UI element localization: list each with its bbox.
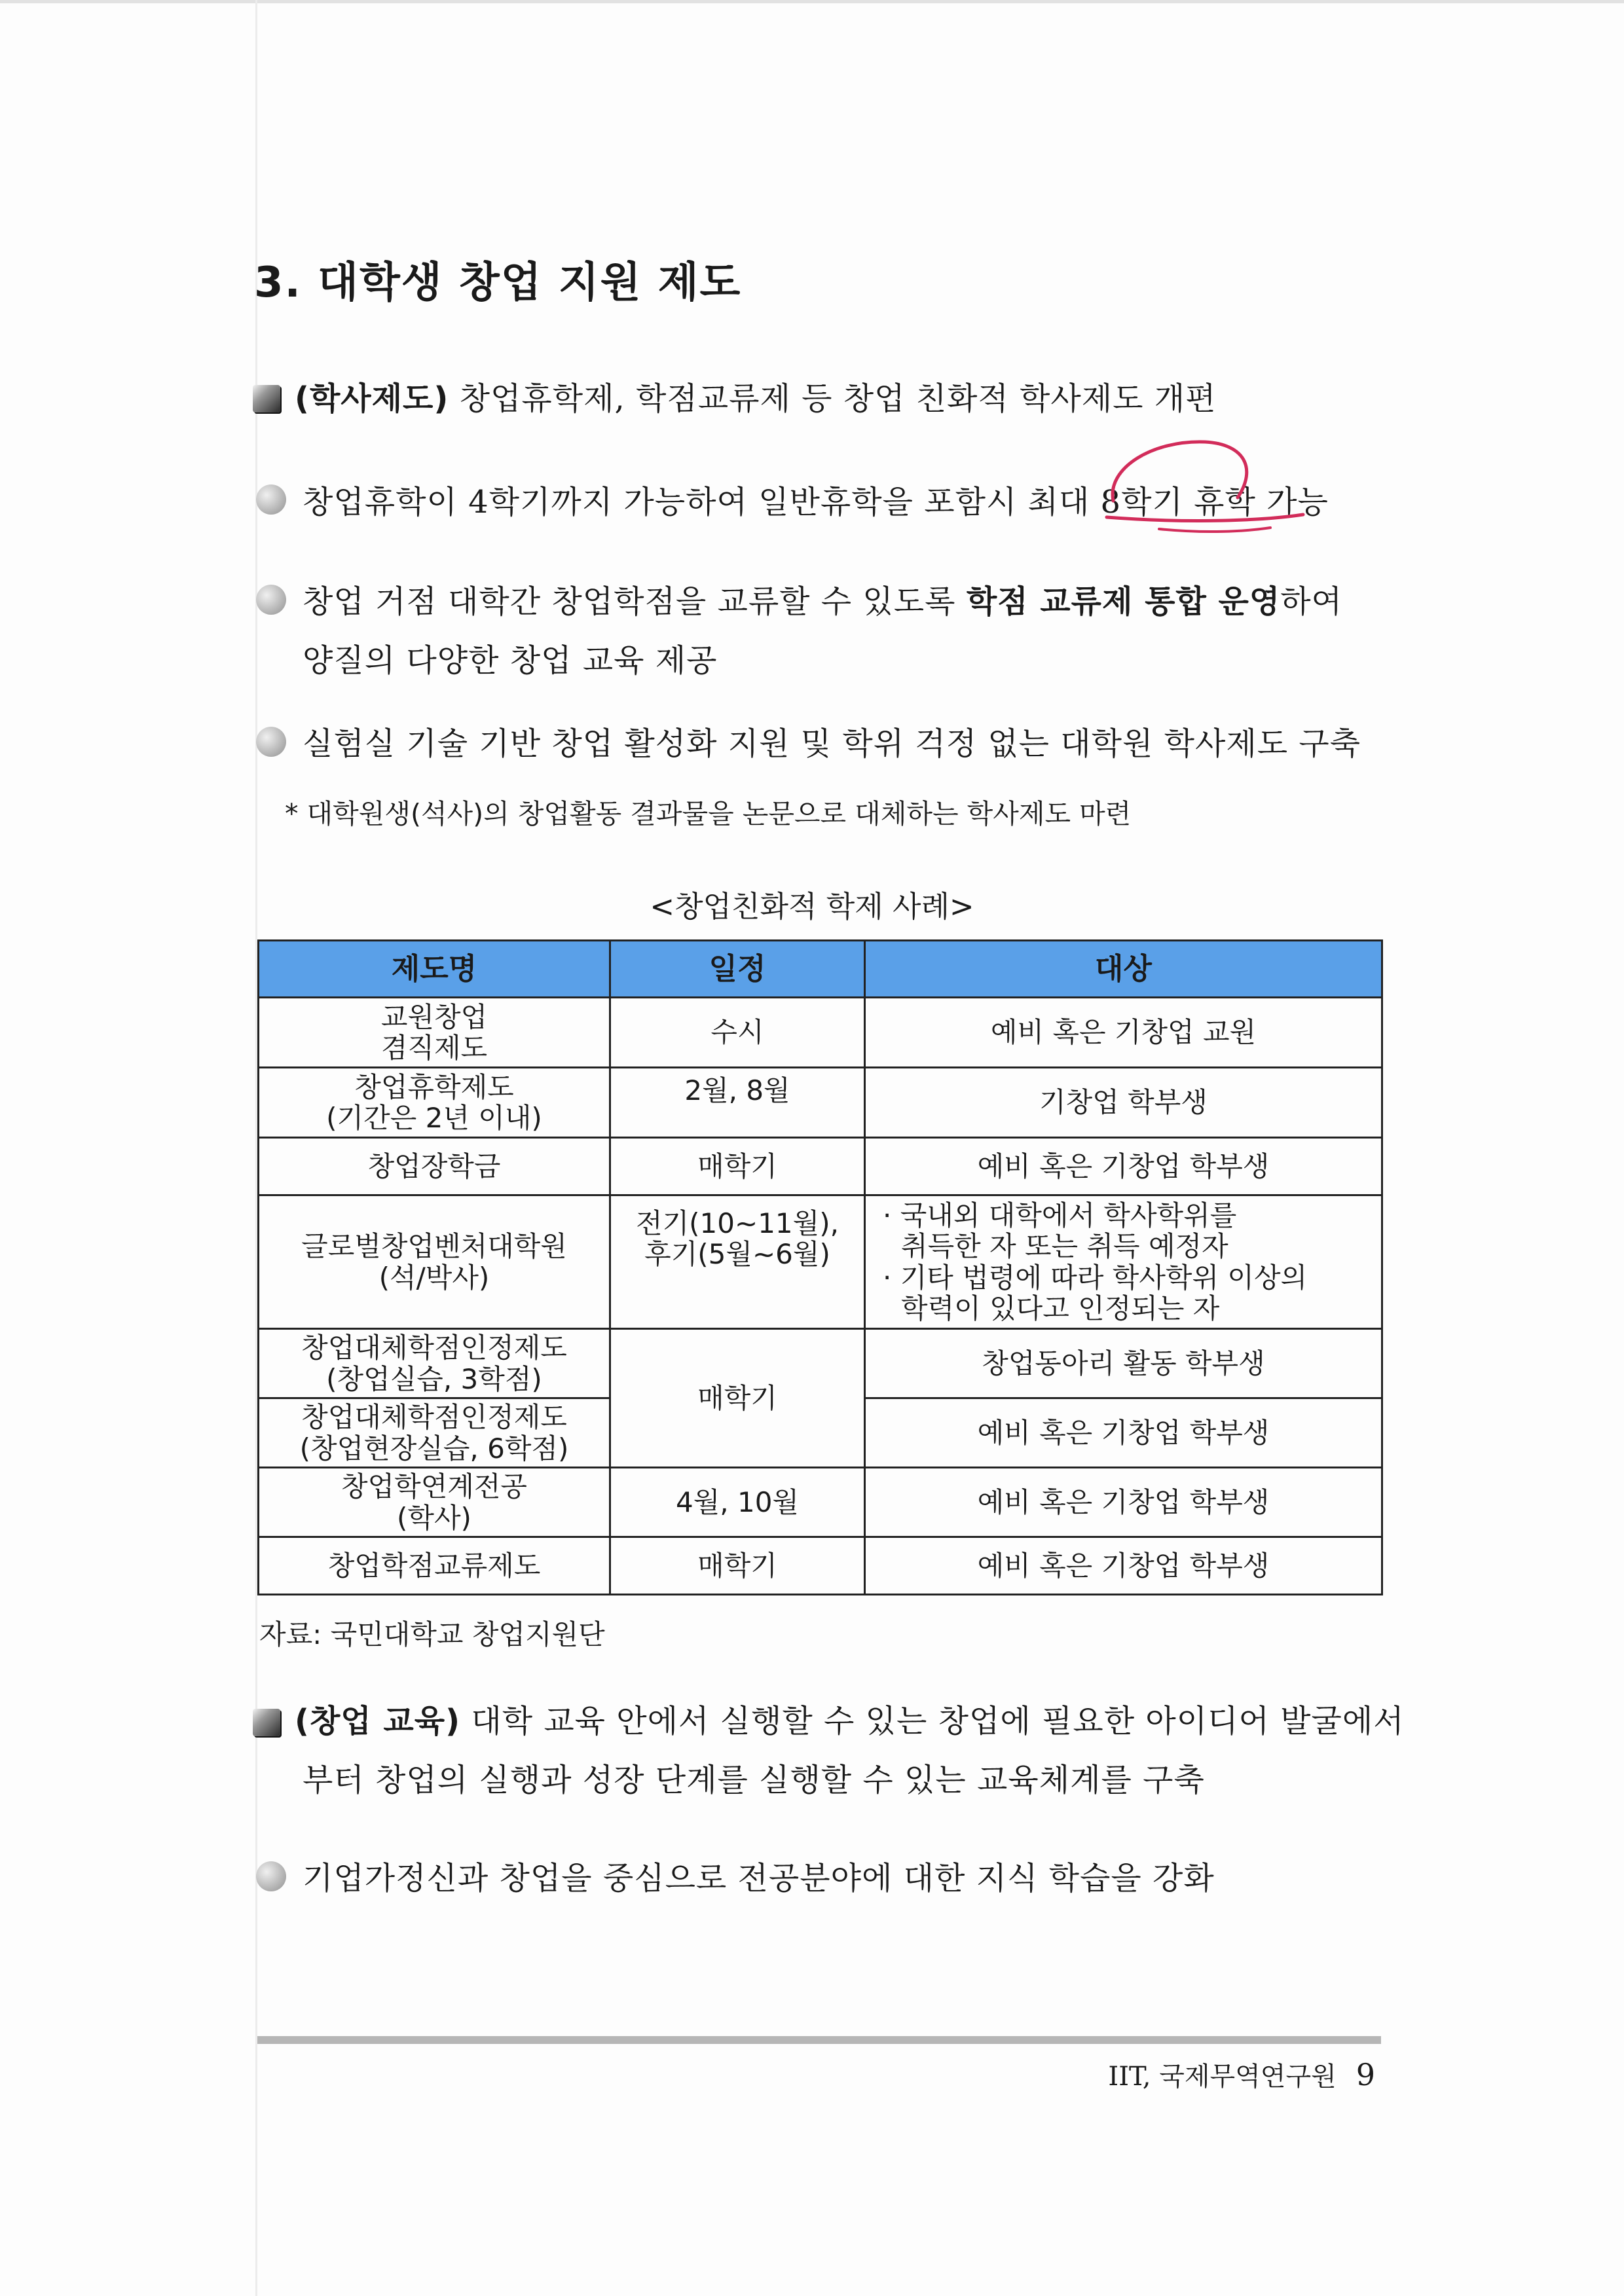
education-text: 대학 교육 안에서 실행할 수 있는 창업에 필요한 아이디어 발굴에서 bbox=[460, 1703, 1405, 1740]
credit-exchange-text-b: 하여 bbox=[1280, 583, 1343, 620]
program-name-line: (학사) bbox=[397, 1501, 471, 1534]
pen-underline-mark bbox=[1159, 528, 1270, 532]
schedule-cell: 매학기 bbox=[610, 1537, 865, 1595]
square-bullet-icon bbox=[253, 385, 280, 412]
target-list-item-cont: 취득한 자 또는 취득 예정자 bbox=[901, 1230, 1228, 1263]
program-cell bbox=[259, 1068, 610, 1138]
target-cell bbox=[865, 1195, 1382, 1329]
credit-exchange-point bbox=[303, 576, 1342, 621]
program-name-line: 글로벌창업벤처대학원 bbox=[301, 1230, 567, 1263]
academic-system-text: 창업휴학제, 학점교류제 등 창업 친화적 학사제도 개편 bbox=[449, 380, 1217, 417]
target-list-item-cont: 학력이 있다고 인정되는 자 bbox=[901, 1292, 1220, 1324]
schedule-cell: 매학기 bbox=[610, 1329, 865, 1468]
table-row bbox=[259, 1468, 1382, 1537]
program-name-line: 창업대체학점인정제도 bbox=[301, 1332, 567, 1364]
footer-org: IIT, 국제무역연구원 bbox=[1108, 2062, 1337, 2092]
target-cell: 예비 혹은 기창업 학부생 bbox=[865, 1398, 1382, 1468]
education-label: (창업 교육) bbox=[295, 1703, 461, 1740]
education-heading bbox=[295, 1696, 1405, 1741]
academic-system-label: (학사제도) bbox=[295, 380, 449, 417]
education-continuation: 부터 창업의 실행과 성장 단계를 실행할 수 있는 교육체계를 구축 bbox=[303, 1762, 1205, 1798]
program-name-line: 창업학연계전공 bbox=[341, 1470, 527, 1503]
circle-bullet-icon bbox=[256, 585, 286, 615]
program-cell bbox=[259, 998, 610, 1068]
lab-startup-point: 실험실 기술 기반 창업 활성화 지원 및 학위 걱정 없는 대학원 학사제도 구축 bbox=[303, 725, 1361, 762]
circle-bullet-icon bbox=[256, 727, 286, 757]
schedule-cell: 4월, 10월 bbox=[610, 1468, 865, 1537]
header-schedule: 일정 bbox=[610, 941, 865, 998]
table-caption: <창업친화적 학제 사례> bbox=[650, 889, 974, 924]
program-name-line: 창업장학금 bbox=[367, 1150, 501, 1182]
schedule-cell: 수시 bbox=[610, 998, 865, 1068]
entrepreneurship-point: 기업가정신과 창업을 중심으로 전공분야에 대한 지식 학습을 강화 bbox=[303, 1860, 1215, 1897]
program-cell bbox=[259, 1329, 610, 1398]
program-cell bbox=[259, 1468, 610, 1537]
policy-table bbox=[257, 939, 1383, 1595]
target-list-item: · 국내외 대학에서 학사학위를 bbox=[883, 1200, 1375, 1231]
program-name-line: 창업학점교류제도 bbox=[327, 1549, 541, 1582]
program-name-line: (석/박사) bbox=[378, 1261, 490, 1294]
section-title: 3. 대학생 창업 지원 제도 bbox=[254, 259, 742, 307]
table-row bbox=[259, 1068, 1382, 1138]
credit-exchange-continuation: 양질의 다양한 창업 교육 제공 bbox=[303, 642, 718, 679]
program-name-line: 교원창업 bbox=[380, 1000, 488, 1033]
program-name-line: 창업휴학제도 bbox=[354, 1070, 514, 1103]
program-cell bbox=[259, 1398, 610, 1468]
schedule-cell bbox=[610, 1195, 865, 1329]
schedule-cell: 2월, 8월 bbox=[610, 1068, 865, 1138]
program-name-line: (기간은 2년 이내) bbox=[326, 1102, 542, 1134]
academic-system-heading bbox=[295, 373, 1217, 418]
target-cell: 예비 혹은 기창업 학부생 bbox=[865, 1138, 1382, 1195]
leave-of-absence-point: 창업휴학이 4학기까지 가능하여 일반휴학을 포함시 최대 8학기 휴학 가능 bbox=[303, 484, 1329, 520]
program-name-line: 겸직제도 bbox=[380, 1032, 488, 1064]
page-number: 9 bbox=[1356, 2057, 1375, 2092]
graduate-note: * 대학원생(석사)의 창업활동 결과물을 논문으로 대체하는 학사제도 마련 bbox=[285, 798, 1132, 829]
target-cell: 예비 혹은 기창업 교원 bbox=[865, 998, 1382, 1068]
program-name-line: (창업실습, 3학점) bbox=[326, 1362, 542, 1395]
footer-rule bbox=[257, 2036, 1381, 2044]
header-program: 제도명 bbox=[259, 941, 610, 998]
credit-exchange-strong: 학점 교류제 통합 운영 bbox=[966, 583, 1281, 620]
circle-bullet-icon bbox=[256, 1861, 286, 1891]
target-cell: 예비 혹은 기창업 학부생 bbox=[865, 1537, 1382, 1595]
page-top-edge bbox=[0, 0, 1624, 3]
table-row bbox=[259, 1195, 1382, 1329]
program-name-line: (창업현장실습, 6학점) bbox=[299, 1432, 569, 1465]
program-cell bbox=[259, 1138, 610, 1195]
table-row bbox=[259, 1138, 1382, 1195]
table-row bbox=[259, 1537, 1382, 1595]
page-footer bbox=[1108, 2056, 1375, 2093]
table-row bbox=[259, 1329, 1382, 1398]
schedule-cell: 매학기 bbox=[610, 1138, 865, 1195]
credit-exchange-text-a: 창업 거점 대학간 창업학점을 교류할 수 있도록 bbox=[303, 583, 967, 620]
program-name-line: 창업대체학점인정제도 bbox=[301, 1401, 567, 1434]
schedule-line: 후기(5월~6월) bbox=[644, 1238, 830, 1271]
program-cell bbox=[259, 1195, 610, 1329]
square-bullet-icon bbox=[253, 1709, 280, 1736]
program-cell bbox=[259, 1537, 610, 1595]
target-list-item: · 기타 법령에 따라 학사학위 이상의 bbox=[883, 1262, 1375, 1293]
header-target: 대상 bbox=[865, 941, 1382, 998]
target-cell: 기창업 학부생 bbox=[865, 1068, 1382, 1138]
table-source: 자료: 국민대학교 창업지원단 bbox=[259, 1618, 605, 1650]
table-header-row bbox=[259, 941, 1382, 998]
table-row bbox=[259, 998, 1382, 1068]
target-cell: 예비 혹은 기창업 학부생 bbox=[865, 1468, 1382, 1537]
circle-bullet-icon bbox=[256, 484, 286, 515]
target-cell: 창업동아리 활동 학부생 bbox=[865, 1329, 1382, 1398]
schedule-line: 전기(10~11월), bbox=[636, 1207, 839, 1239]
